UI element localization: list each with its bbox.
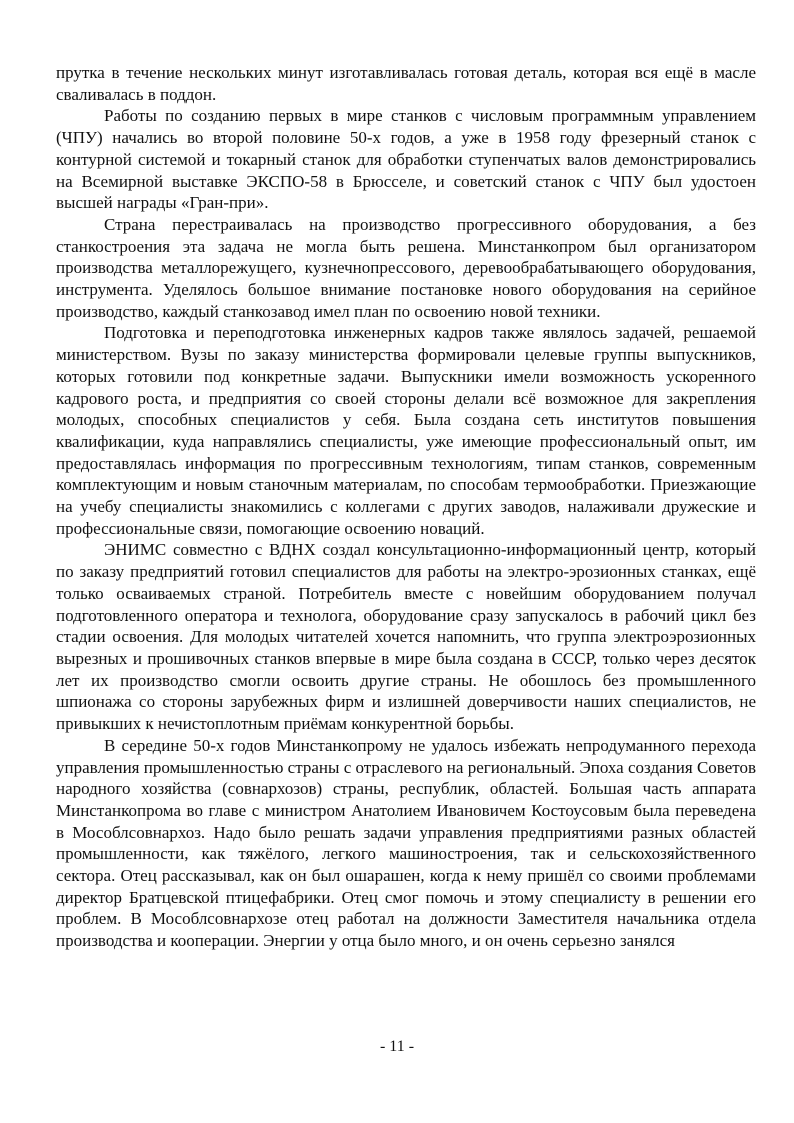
paragraph-cnc-machines: Работы по созданию первых в мире станков с числовым программным управлением (ЧПУ) начались во второй половине 50-х годов, а уже в 1958 году фрезерный станок с контурной системой и токарный станок для обработки ступенчатых валов демонстрировались на Всемирной выставке ЭКСПО-58 в Брюсселе, и советский станок с ЧПУ был удостоен высшей награды «Гран-при». (56, 106, 756, 213)
paragraph-progressive-equipment: Страна перестраивалась на производство прогрессивного оборудования, а без станкостроения эта задача не могла быть решена. Минстанкопром был организатором производства металлорежущего, кузнечнопрессового, деревообрабатывающего оборудования, инструмента. Уделялось большое внимание постановке нового оборудования на серийное производство, каждый станкозавод имел план по освоению новой техники. (56, 214, 756, 321)
paragraph-engineer-training: Подготовка и переподготовка инженерных кадров также являлось задачей, решаемой министерством. Вузы по заказу министерства формировали целевые группы выпускников, которых готовили под конкретные задачи. Выпускники имели возможность ускоренного кадрового роста, и предприятия со своей стороны делали всё возможное для закрепления молодых, способных специалистов у себя. Была создана сеть институтов повышения квалификации, куда направлялись специалисты, уже имеющие профессиональный опыт, им предоставлялась информация по прогрессивным технологиям, типам станков, современным комплектующим и новым станочным материалам, по способам термообработки. Приезжающие на учебу специалисты знакомились с коллегами с других заводов, налаживали дружеские и профессиональные связи, помогающие освоению новаций. (56, 323, 756, 538)
page-number: - 11 - (379, 1038, 415, 1055)
paragraph-enims-vdnh: ЭНИМС совместно с ВДНХ создал консультационно-информационный центр, который по заказу предприятий готовил специалистов для работы на электро-эрозионных станках, ещё только осваиваемых страной. Потребитель вместе с новейшим оборудованием получал подготовленного оператора и технолога, оборудование сразу запускалось в рабочий цикл без стадии освоения. Для молодых читателей хочется напомнить, что группа электроэрозионных вырезных и прошивочных станков впервые в мире была создана в СССР, только через десяток лет их производство смогли освоить другие страны. Не обошлось без промышленного шпионажа со стороны зарубежных фирм и излишней доверчивости наших специалистов, не привыкших к нечистоплотным приёмам конкурентной борьбы. (56, 540, 756, 734)
paragraph-continuation: прутка в течение нескольких минут изготавливалась готовая деталь, которая вся ещё в масле сваливалась в поддон. (56, 63, 756, 104)
page-body (56, 62, 756, 952)
paragraph-sovnarkhoz: В середине 50-х годов Минстанкопрому не удалось избежать непродуманного перехода управления промышленностью страны с отраслевого на региональный. Эпоха создания Советов народного хозяйства (совнархозов) страны, республик, областей. Большая часть аппарата Минстанкопрома во главе с министром Анатолием Ивановичем Костоусовым была переведена в Мособлсовнархоз. Надо было решать задачи управления предприятиями разных областей промышленности, как тяжёлого, легкого машиностроения, так и сельскохозяйственного сектора. Отец рассказывал, как он был ошарашен, когда к нему пришёл со своими проблемами директор Братцевской птицефабрики. Отец смог помочь и этому специалисту в решении его проблем. В Мособлсовнархозе отец работал на должности Заместителя начальника отдела производства и кооперации. Энергии у отца было много, и он очень серьезно занялся (56, 735, 756, 951)
